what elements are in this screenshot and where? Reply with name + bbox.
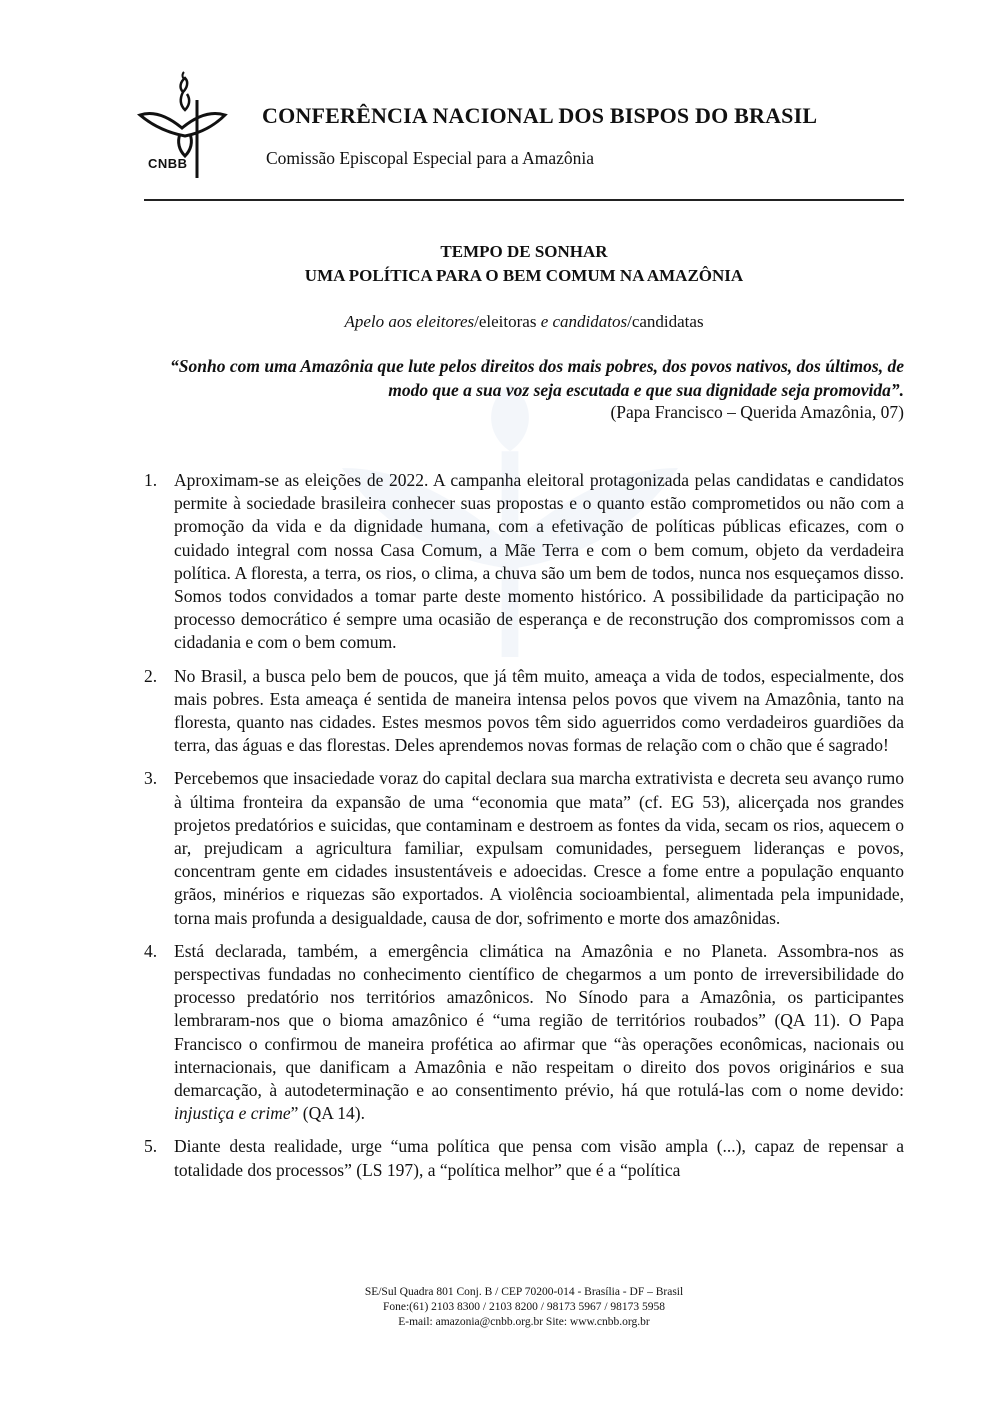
- paragraph-italic-text: injustiça e crime: [174, 1103, 291, 1124]
- paragraph-item: [144, 665, 904, 758]
- logo-text: CNBB: [148, 156, 188, 171]
- document-title: [144, 240, 904, 288]
- paragraph-number: 2.: [144, 665, 158, 686]
- paragraph-item: [144, 1135, 904, 1181]
- footer-email-site: E-mail: amazonia@cnbb.org.br Site: www.cnbb.org.br: [398, 1316, 650, 1328]
- header-divider: [144, 199, 904, 201]
- footer-address: SE/Sul Quadra 801 Conj. B / CEP 70200-014 - Brasília - DF – Brasil: [364, 1286, 684, 1298]
- title-line-1: TEMPO DE SONHAR: [440, 242, 608, 261]
- paragraph-number: 4.: [144, 940, 158, 961]
- paragraph-number: 5.: [144, 1136, 158, 1157]
- paragraph-item: [144, 940, 904, 1126]
- paragraph-text: Percebemos que insaciedade voraz do capital declara sua marcha extrativista e decreta seu avanço rumo à última fronteira da expansão de uma “economia que mata” (cf. EG 53), alicerçada nos grandes projetos predatórios e suicidas, que contaminam e destroem as fontes da vida, secam os rios, aquecem o ar, prejudicam a agricultura familiar, expulsam comunidades, perseguem lideranças e povos, concentram gente em cidades insustentáveis e adoecidas. Cresce a fome entre a população enquanto grãos, minérios e riquezas são exportados. A violência socioambiental, alimentada pela impunidade, torna mais profunda a desigualdade, causa de dor, sofrimento e morte dos amazônidas.: [174, 768, 904, 928]
- organization-name: CONFERÊNCIA NACIONAL DOS BISPOS DO BRASIL: [262, 103, 818, 128]
- appeal-part-1: Apelo aos eleitores: [344, 312, 475, 331]
- title-line-2: UMA POLÍTICA PARA O BEM COMUM NA AMAZÔNIA: [304, 266, 744, 285]
- appeal-part-4: /candidatas: [627, 312, 704, 331]
- paragraph-text: Diante desta realidade, urge “uma política que pensa com visão ampla (...), capaz de repensar a totalidade dos processos” (LS 197), a “política melhor” que é a “política: [174, 1136, 904, 1180]
- paragraph-text: Aproximam-se as eleições de 2022. A campanha eleitoral protagonizada pelas candidatas e candidatos permite à sociedade brasileira conhecer suas propostas e o quanto estão comprometidos ou não com a promoção da vida e da dignidade humana, com a efetivação de políticas públicas eficazes, com o cuidado integral com nossa Casa Comum, a Mãe Terra e com o bem comum, objeto da verdadeira política. A floresta, a terra, os rios, o clima, a chuva são um bem de todos, nunca nos esqueçamos disso. Somos todos convidados a tomar parte deste momento histórico. A possibilidade da participação no processo democrático é sempre uma ocasião de esperança e de reconstrução dos compromissos com a cidadania e com o bem comum.: [174, 470, 904, 653]
- footer-phone: Fone:(61) 2103 8300 / 2103 8200 / 98173 5967 / 98173 5958: [382, 1301, 666, 1313]
- epigraph-quote: “Sonho com uma Amazônia que lute pelos direitos dos mais pobres, dos povos nativos, dos últimos, de modo que a sua voz seja escutada e que sua dignidade seja promovida”.: [170, 356, 904, 400]
- numbered-paragraphs: [144, 469, 904, 1192]
- appeal-part-3: e candidatos: [540, 312, 628, 331]
- appeal-subtitle: [144, 312, 904, 332]
- paragraph-text: Está declarada, também, a emergência climática na Amazônia e no Planeta. Assombra-nos as perspectivas fundadas no conhecimento científico de chegarmos a um ponto de irreversibilidade do processo predatório nos territórios amazônicos. No Sínodo para a Amazônia, os participantes lembraram-nos que o bioma amazônico é “uma região de territórios roubados” (QA 11). O Papa Francisco o confirmou de maneira profética ao afirmar que “às operações econômicas, nacionais ou internacionais, que danificam a Amazônia e não respeitam o direito dos povos originários e sua demarcação, à autodeterminação e ao consentimento prévio, há que rotulá-las com o nome devido:: [174, 940, 904, 1101]
- appeal-part-2: /eleitoras: [474, 312, 541, 331]
- commission-name: Comissão Episcopal Especial para a Amazônia: [266, 148, 595, 168]
- footer-contact: [144, 1285, 904, 1330]
- paragraph-number: 3.: [144, 768, 158, 789]
- epigraph-source: (Papa Francisco – Querida Amazônia, 07): [610, 402, 904, 422]
- paragraph-text: No Brasil, a busca pelo bem de poucos, que já têm muito, ameaça a vida de todos, especialmente, dos mais pobres. Esta ameaça é sentida de maneira intensa pelos povos que vivem na Amazônia, tanto na floresta, quanto nas cidades. Estes mesmos povos têm sido aguerridos como verdadeiros guardiões da terra, das águas e das florestas. Deles aprendemos novas formas de relação com o chão que é sagrado!: [174, 665, 904, 756]
- paragraph-tail-text: ” (QA 14).: [290, 1103, 365, 1124]
- paragraph-item: [144, 767, 904, 929]
- paragraph-item: [144, 469, 904, 655]
- paragraph-number: 1.: [144, 470, 158, 490]
